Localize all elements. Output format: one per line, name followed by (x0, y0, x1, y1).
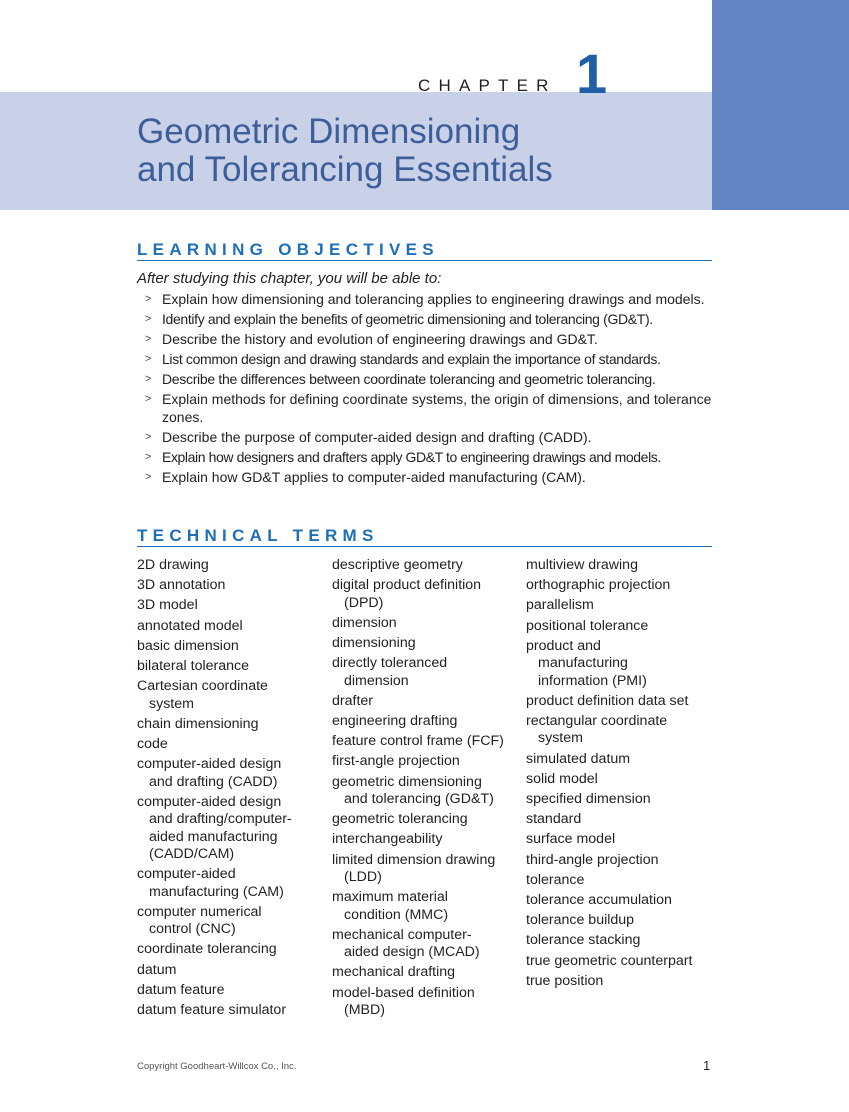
term-item: geometric dimensioning and tolerancing (GD&T) (332, 773, 494, 808)
term-item: solid model (526, 770, 598, 787)
term-item: datum feature simulator (137, 1002, 287, 1019)
bullet-arrow-icon: > (145, 313, 152, 325)
corner-color-block (712, 0, 849, 210)
terms-column-2 (332, 557, 524, 1022)
term-item: standard (526, 811, 582, 828)
term-item: product and manufacturing information (PMI) (526, 637, 647, 689)
technical-terms-heading: TECHNICAL TERMS (137, 526, 379, 545)
bullet-arrow-icon: > (145, 293, 152, 305)
term-item: code (137, 736, 168, 753)
term-item: engineering drafting (332, 713, 458, 730)
term-item: 2D drawing (137, 557, 209, 573)
term-item: tolerance accumulation (526, 892, 672, 909)
terms-column-3 (526, 557, 716, 993)
term-item: bilateral tolerance (137, 658, 249, 675)
term-item: drafter (332, 692, 374, 709)
term-item: specified dimension (526, 791, 651, 808)
objective-item: > Describe the purpose of computer-aided design and drafting (CADD). (145, 428, 592, 445)
chapter-title (137, 113, 553, 189)
term-item: true position (526, 972, 604, 989)
term-item: datum feature (137, 981, 225, 998)
term-item: interchangeability (332, 831, 443, 848)
term-item: mechanical drafting (332, 964, 456, 981)
term-item: parallelism (526, 597, 594, 614)
term-item: product definition data set (526, 692, 689, 709)
term-item: maximum material condition (MMC) (332, 889, 449, 923)
term-item: computer-aided design and drafting (CADD) (137, 756, 282, 790)
objective-item: > Explain methods for defining coordinate systems, the origin of dimensions, and tolerance zones. (145, 391, 712, 425)
term-item: true geometric counterpart (526, 952, 693, 969)
term-item: descriptive geometry (332, 557, 463, 573)
terms-divider (137, 546, 712, 547)
term-item: model-based definition (MBD) (332, 984, 475, 1019)
term-item: computer-aided manufacturing (CAM) (137, 866, 284, 900)
bullet-arrow-icon: > (145, 470, 152, 483)
term-item: computer numerical control (CNC) (137, 903, 262, 938)
objectives-intro: After studying this chapter, you will be able to: (137, 270, 442, 287)
objective-item: > Explain how designers and drafters apply GD&T to engineering drawings and models. (145, 448, 661, 465)
bullet-arrow-icon: > (145, 373, 152, 385)
chapter-label: CHAPTER (418, 76, 557, 95)
objective-item: > Explain how GD&T applies to computer-aided manufacturing (CAM). (145, 468, 586, 485)
term-item: chain dimensioning (137, 715, 259, 732)
term-item: positional tolerance (526, 617, 649, 634)
term-item: tolerance stacking (526, 932, 641, 949)
term-item: first-angle projection (332, 753, 460, 770)
term-item: tolerance (526, 871, 585, 888)
term-item: limited dimension drawing (LDD) (332, 851, 496, 886)
chapter-number: 1 (576, 42, 608, 105)
term-item: feature control frame (FCF) (332, 733, 504, 750)
bullet-arrow-icon: > (145, 333, 152, 345)
page-number: 1 (703, 1058, 711, 1073)
objective-item: > Describe the history and evolution of engineering drawings and GD&T. (145, 331, 598, 347)
term-item: 3D model (137, 597, 198, 614)
term-item: tolerance buildup (526, 912, 635, 929)
learning-objectives-heading: LEARNING OBJECTIVES (137, 240, 439, 259)
bullet-arrow-icon: > (145, 353, 152, 365)
term-item: digital product definition (DPD) (332, 577, 482, 611)
term-item: surface model (526, 831, 616, 848)
term-item: simulated datum (526, 750, 631, 767)
term-item: dimensioning (332, 635, 416, 652)
term-item: 3D annotation (137, 577, 226, 594)
term-item: annotated model (137, 617, 243, 634)
term-item: mechanical computer- aided design (MCAD) (332, 926, 480, 961)
objective-item: > Explain how dimensioning and tolerancing applies to engineering drawings and models. (145, 291, 705, 307)
terms-column-1 (137, 557, 327, 1022)
term-item: coordinate tolerancing (137, 941, 277, 958)
bullet-arrow-icon: > (145, 393, 152, 405)
objectives-divider (137, 260, 712, 261)
objective-item: > Identify and explain the benefits of geometric dimensioning and tolerancing (GD&T). (145, 311, 653, 327)
term-item: rectangular coordinate system (526, 713, 668, 747)
term-item: basic dimension (137, 637, 239, 654)
bullet-arrow-icon: > (145, 430, 152, 443)
term-item: third-angle projection (526, 851, 659, 868)
bullet-arrow-icon: > (145, 450, 152, 463)
copyright-notice: Copyright Goodheart-Willcox Co., Inc. (137, 1061, 297, 1072)
term-item: datum (137, 961, 177, 978)
term-item: geometric tolerancing (332, 811, 468, 828)
term-item: multiview drawing (526, 557, 638, 573)
term-item: computer-aided design and drafting/computer- aided manufacturing (CADD/CAM) (137, 793, 292, 863)
term-item: orthographic projection (526, 577, 671, 594)
objective-item: > List common design and drawing standards and explain the importance of standards. (145, 351, 661, 367)
term-item: Cartesian coordinate system (137, 678, 268, 712)
chapter-title-line1: Geometric Dimensioning (137, 112, 521, 151)
objective-item: > Describe the differences between coordinate tolerancing and geometric tolerancing. (145, 371, 656, 387)
objectives-list (145, 291, 717, 489)
term-item: dimension (332, 614, 397, 631)
chapter-title-line2: and Tolerancing Essentials (137, 150, 553, 189)
term-item: directly toleranced dimension (332, 655, 448, 689)
